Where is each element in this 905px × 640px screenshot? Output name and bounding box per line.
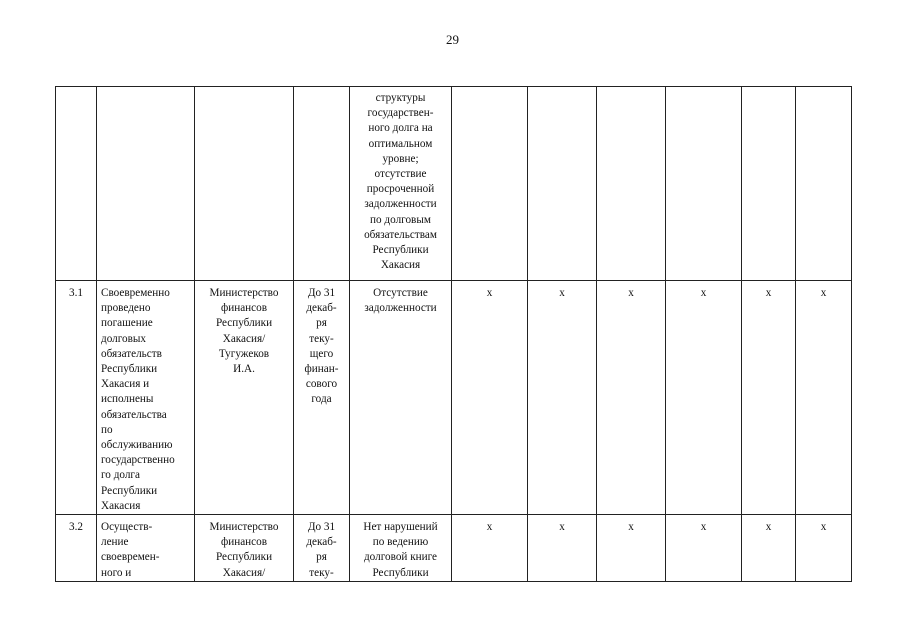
plan-table: [55, 86, 852, 582]
cell-text-line: Хакасия и: [101, 378, 150, 391]
cell-text-line: Республики: [372, 566, 429, 579]
table-row: [56, 515, 852, 582]
table-row: [56, 87, 852, 281]
cell-text-line: Хакасия: [380, 259, 421, 272]
mark-x: х: [820, 287, 827, 299]
cell-text-line: ного и: [101, 566, 132, 579]
row-number-cell: [56, 515, 97, 582]
event-cell: [97, 87, 195, 281]
mark-x: х: [628, 287, 634, 299]
cell-text-line: До 31: [307, 521, 336, 534]
event-cell: [97, 515, 195, 582]
row-number: 3.2: [69, 521, 83, 534]
cell-text-line: Министерство: [209, 287, 279, 299]
event-cell: [97, 281, 195, 515]
cell-text-line: ление: [101, 536, 129, 549]
mark-cell: [597, 87, 666, 281]
mark-x: х: [628, 521, 634, 534]
row-number-cell: [56, 87, 97, 281]
page-number: 29: [446, 32, 459, 47]
deadline-cell: [294, 515, 350, 582]
cell-text-line: Отсутствие: [373, 287, 428, 299]
cell-text-line: До 31: [307, 287, 336, 299]
cell-text-line: обязательств: [101, 347, 162, 360]
result-cell: [350, 515, 452, 582]
mark-x: х: [486, 521, 493, 534]
cell-text-line: сового: [305, 378, 338, 391]
cell-text-line: теку-: [309, 566, 334, 579]
mark-cell: [742, 281, 796, 515]
mark-cell: [796, 281, 852, 515]
cell-text-line: финансов: [220, 536, 268, 549]
mark-x: х: [765, 521, 772, 534]
cell-text-line: ря: [316, 317, 327, 330]
cell-text-line: Хакасия/: [222, 566, 266, 579]
responsible-cell: [195, 515, 294, 582]
mark-cell: [528, 87, 597, 281]
cell-text-line: теку-: [309, 332, 334, 345]
cell-text-line: го долга: [101, 469, 140, 482]
cell-text-line: Нет нарушений: [363, 521, 438, 534]
cell-text-line: Министерство: [209, 521, 279, 534]
mark-cell: [597, 281, 666, 515]
cell-text-line: государствен-: [367, 107, 434, 120]
cell-text-line: обслуживанию: [101, 439, 173, 452]
cell-text-line: задолженности: [364, 198, 437, 211]
cell-text-line: Республики: [101, 484, 158, 497]
result-cell: [350, 281, 452, 515]
cell-text-line: года: [311, 393, 332, 406]
cell-text-line: долговой книге: [363, 551, 438, 564]
cell-text-line: уровне;: [382, 152, 419, 165]
table-row: [56, 281, 852, 515]
cell-text-line: Республики: [215, 317, 273, 330]
cell-text-line: по ведению: [372, 536, 429, 549]
cell-text-line: по: [101, 423, 113, 436]
cell-text-line: просроченной: [366, 183, 435, 196]
mark-cell: [742, 87, 796, 281]
responsible-cell: [195, 281, 294, 515]
row-number: 3.1: [69, 287, 83, 299]
cell-text-line: Республики: [215, 551, 273, 564]
mark-cell: [666, 281, 742, 515]
cell-text-line: декаб-: [306, 302, 337, 315]
cell-text-line: Осуществ-: [101, 521, 153, 534]
cell-text-line: долговых: [101, 332, 147, 345]
mark-cell: [528, 515, 597, 582]
cell-text-line: по долговым: [370, 213, 431, 226]
mark-x: х: [700, 287, 707, 299]
deadline-cell: [294, 87, 350, 281]
cell-text-line: оптимальном: [368, 137, 433, 150]
cell-text-line: Своевременно: [101, 287, 170, 299]
cell-text-line: государственно: [101, 454, 175, 467]
mark-cell: [452, 281, 528, 515]
cell-text-line: финан-: [304, 363, 339, 376]
cell-text-line: структуры: [375, 92, 426, 104]
cell-text-line: Республики: [372, 244, 429, 257]
cell-text-line: щего: [309, 347, 334, 360]
mark-cell: [796, 87, 852, 281]
cell-text-line: ного долга на: [368, 122, 433, 135]
deadline-cell: [294, 281, 350, 515]
mark-x: х: [820, 521, 827, 534]
cell-text-line: Хакасия: [101, 499, 141, 512]
mark-x: х: [559, 521, 565, 534]
cell-text-line: задолженности: [364, 302, 437, 315]
cell-text-line: Тугужеков: [218, 347, 270, 360]
cell-text-line: ря: [316, 551, 327, 564]
mark-cell: [452, 515, 528, 582]
responsible-cell: [195, 87, 294, 281]
cell-text-line: проведено: [101, 302, 151, 315]
result-cell: [350, 87, 452, 281]
mark-cell: [666, 515, 742, 582]
cell-text-line: Хакасия/: [222, 332, 266, 345]
mark-cell: [796, 515, 852, 582]
cell-text-line: финансов: [220, 302, 268, 315]
cell-text-line: исполнены: [101, 393, 154, 406]
mark-cell: [528, 281, 597, 515]
mark-x: х: [486, 287, 493, 299]
mark-x: х: [700, 521, 707, 534]
mark-cell: [597, 515, 666, 582]
mark-cell: [452, 87, 528, 281]
cell-text-line: отсутствие: [374, 168, 427, 181]
table-body: [56, 87, 852, 582]
cell-text-line: своевремен-: [101, 551, 160, 564]
cell-text-line: обязательствам: [364, 228, 437, 241]
mark-cell: [666, 87, 742, 281]
cell-text-line: обязательства: [101, 408, 167, 421]
mark-x: х: [765, 287, 772, 299]
mark-cell: [742, 515, 796, 582]
cell-text-line: декаб-: [306, 536, 337, 549]
cell-text-line: погашение: [101, 317, 153, 330]
cell-text-line: Республики: [101, 363, 158, 376]
row-number-cell: [56, 281, 97, 515]
mark-x: х: [559, 287, 565, 299]
cell-text-line: И.А.: [233, 363, 255, 376]
